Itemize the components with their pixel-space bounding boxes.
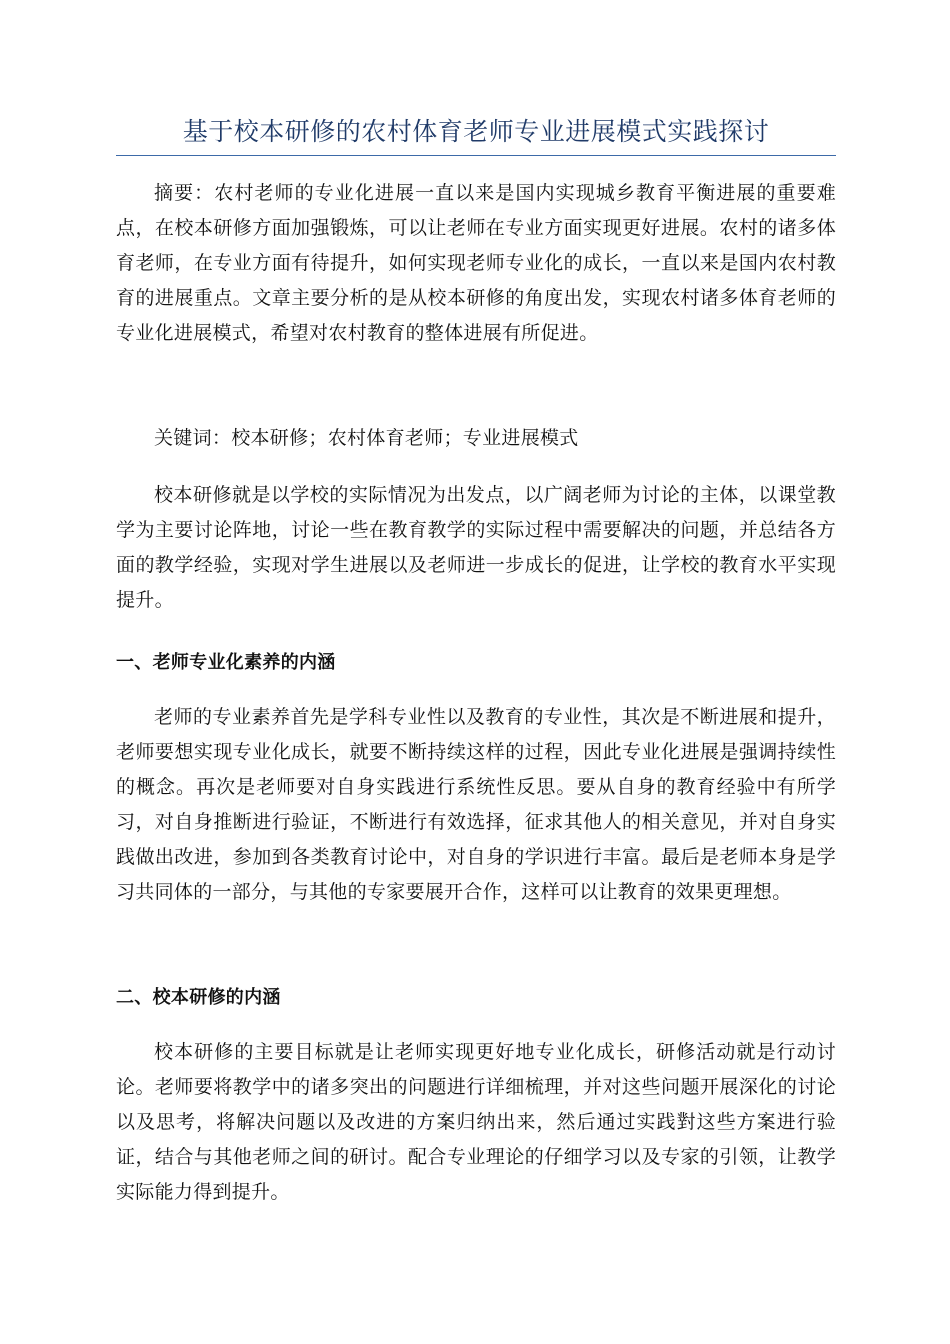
abstract-paragraph: 摘要：农村老师的专业化进展一直以来是国内实现城乡教育平衡进展的重要难点，在校本研修方面加强锻炼，可以让老师在专业方面实现更好进展。农村的诸多体育老师，在专业方面有待提升，如何实现老师专业化的成长，一直以来是国内农村教育的进展重点。文章主要分析的是从校本研修的角度出发，实现农村诸多体育老师的专业化进展模式，希望对农村教育的整体进展有所促进。 bbox=[116, 182, 836, 344]
intro-paragraph: 校本研修就是以学校的实际情况为出发点，以广阔老师为讨论的主体，以课堂教学为主要讨论阵地，讨论一些在教育教学的实际过程中需要解决的问题，并总结各方面的教学经验，实现对学生进展以及老师进一步成长的促进，让学校的教育水平实现提升。 bbox=[116, 484, 836, 611]
document-title: 基于校本研修的农村体育老师专业进展模式实践探讨 bbox=[182, 117, 770, 146]
section-1-body: 老师的专业素养首先是学科专业性以及教育的专业性，其次是不断进展和提升，老师要想实现专业化成长，就要不断持续这样的过程，因此专业化进展是强调持续性的概念。再次是老师要对自身实践进行系统性反思。要从自身的教育经验中有所学习，对自身推断进行验证，不断进行有效选择，征求其他人的相关意见，并对自身实践做出改进，参加到各类教育讨论中，对自身的学识进行丰富。最后是老师本身是学习共同体的一部分，与其他的专家要展开合作，这样可以让教育的效果更理想。 bbox=[116, 706, 836, 903]
section-2-body: 校本研修的主要目标就是让老师实现更好地专业化成长，研修活动就是行动讨论。老师要将教学中的诸多突出的问题进行详细梳理，并对这些问题开展深化的讨论以及思考，将解决问题以及改进的方案归纳出来，然后通过实践對这些方案进行验证，结合与其他老师之间的研讨。配合专业理论的仔细学习以及专家的引领，让教学实际能力得到提升。 bbox=[116, 1041, 836, 1203]
section-1-heading: 一、老师专业化素养的内涵 bbox=[116, 652, 336, 673]
keywords-paragraph: 关键词：校本研修；农村体育老师；专业进展模式 bbox=[154, 427, 579, 449]
section-2-heading: 二、校本研修的内涵 bbox=[116, 987, 281, 1008]
title-underline bbox=[116, 155, 836, 156]
